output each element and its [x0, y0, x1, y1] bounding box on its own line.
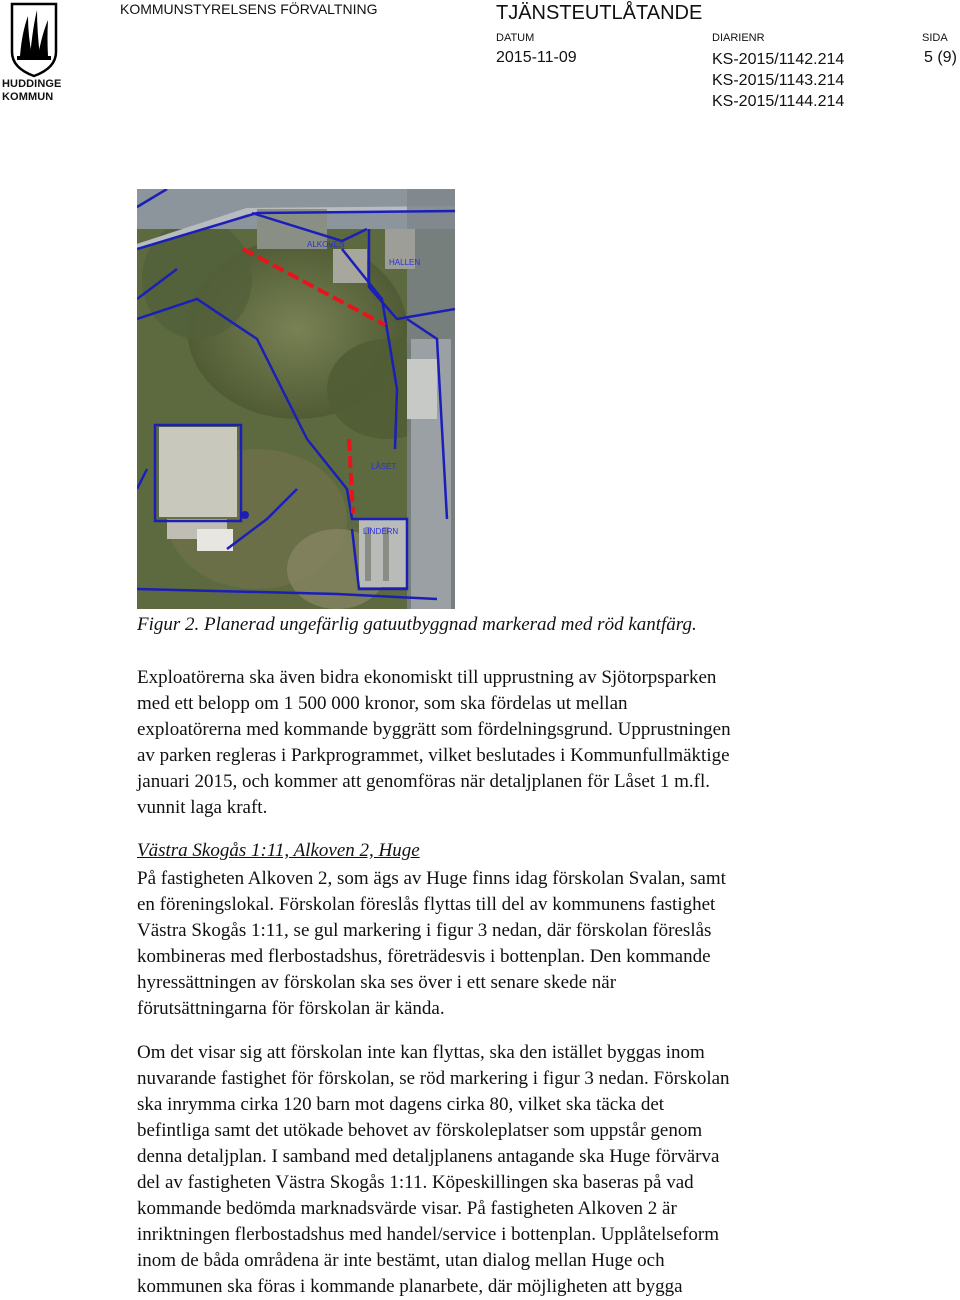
text-line: nuvarande fastighet för förskolan, se röd markering i figur 3 nedan. Förskolan: [137, 1068, 730, 1089]
text-line: På fastigheten Alkoven 2, som ägs av Huge finns idag förskolan Svalan, samt: [137, 868, 726, 889]
huddinge-kommun-logo: [0, 0, 70, 110]
text-line: exploatörerna med kommande byggrätt som fördelningsgrund. Upprustningen: [137, 719, 731, 740]
diary-number: KS-2015/1143.214: [712, 72, 845, 89]
text-line: vunnit laga kraft.: [137, 797, 268, 818]
text-line: ska inrymma cirka 120 barn mot dagens cirka 80, vilket ska täcka det: [137, 1094, 665, 1115]
text-line: inom de båda områdena är inte bestämt, utan dialog mellan Huge och: [137, 1250, 665, 1271]
crest-icon: [8, 2, 60, 78]
text-line: inriktningen flerbostadshus med handel/service i bottenplan. Upplåtelseform: [137, 1224, 719, 1245]
document-type: TJÄNSTEUTLÅTANDE: [496, 2, 703, 24]
text-line: denna detaljplan. I samband med detaljplanens antagande ska Huge förvärva: [137, 1146, 720, 1167]
text-line: en föreningslokal. Förskolan föreslås flyttas till del av kommunens fastighet: [137, 894, 716, 915]
page-label: SIDA: [922, 32, 948, 44]
text-line: Västra Skogås 1:11, se gul markering i figur 3 nedan, där förskolan föreslås: [137, 920, 712, 941]
text-line: förutsättningarna för förskolan är kända.: [137, 998, 445, 1019]
page-number: 5 (9): [924, 49, 957, 66]
text-line: med ett belopp om 1 500 000 kronor, som ska fördelas ut mellan: [137, 693, 628, 714]
aerial-map-figure: [137, 189, 455, 609]
text-line: kommande bedömda marknadsvärde visar. På fastigheten Alkoven 2 är: [137, 1198, 677, 1219]
text-line: del av fastigheten Västra Skogås 1:11. Köpeskillingen ska baseras på vad: [137, 1172, 694, 1193]
map-label-alkoven: ALKOVEN: [307, 240, 345, 249]
map-label-lindern: LINDERN: [363, 527, 399, 536]
map-label-hallen: HALLEN: [389, 258, 421, 267]
diary-numbers: [712, 49, 844, 112]
map-label-laset: LÅSET: [371, 462, 397, 471]
aerial-map: [137, 189, 455, 609]
text-line: befintliga samt det utökade behovet av förskoleplatser som uppstår genom: [137, 1120, 703, 1141]
logo-text-line-2: KOMMUN: [2, 91, 54, 103]
text-line: av parken regleras i Parkprogrammet, vilket beslutades i Kommunfullmäktige: [137, 745, 730, 766]
date-label: DATUM: [496, 32, 535, 44]
diary-number: KS-2015/1142.214: [712, 51, 845, 68]
text-line: kombineras med flerbostadshus, företrädesvis i bottenplan. Den kommande: [137, 946, 711, 967]
document-date: 2015-11-09: [496, 49, 577, 66]
paragraph-exploitation-contribution: [137, 665, 857, 821]
text-line: hyressättningen av förskolan ska ses över i ett senare skede när: [137, 972, 617, 993]
diary-number: KS-2015/1144.214: [712, 93, 845, 110]
text-line: Om det visar sig att förskolan inte kan flyttas, ska den istället byggas inom: [137, 1042, 705, 1063]
logo-text-line-1: HUDDINGE: [2, 78, 62, 90]
text-line: januari 2015, och kommer att genomföras när detaljplanen för Låset 1 m.fl.: [137, 771, 710, 792]
paragraph-preschool-alternative: [137, 1040, 857, 1300]
diary-number-label: DIARIENR: [712, 32, 765, 44]
organization-name: KOMMUNSTYRELSENS FÖRVALTNING: [120, 1, 378, 17]
text-line: kommunen ska föras i kommande planarbete, där möjligheten att bygga: [137, 1276, 683, 1297]
figure-caption: Figur 2. Planerad ungefärlig gatuutbyggnad markerad med röd kantfärg.: [137, 614, 697, 635]
paragraph-alkoven-preschool: [137, 866, 857, 1022]
section-heading: Västra Skogås 1:11, Alkoven 2, Huge: [137, 840, 420, 861]
text-line: Exploatörerna ska även bidra ekonomiskt till upprustning av Sjötorpsparken: [137, 667, 717, 688]
